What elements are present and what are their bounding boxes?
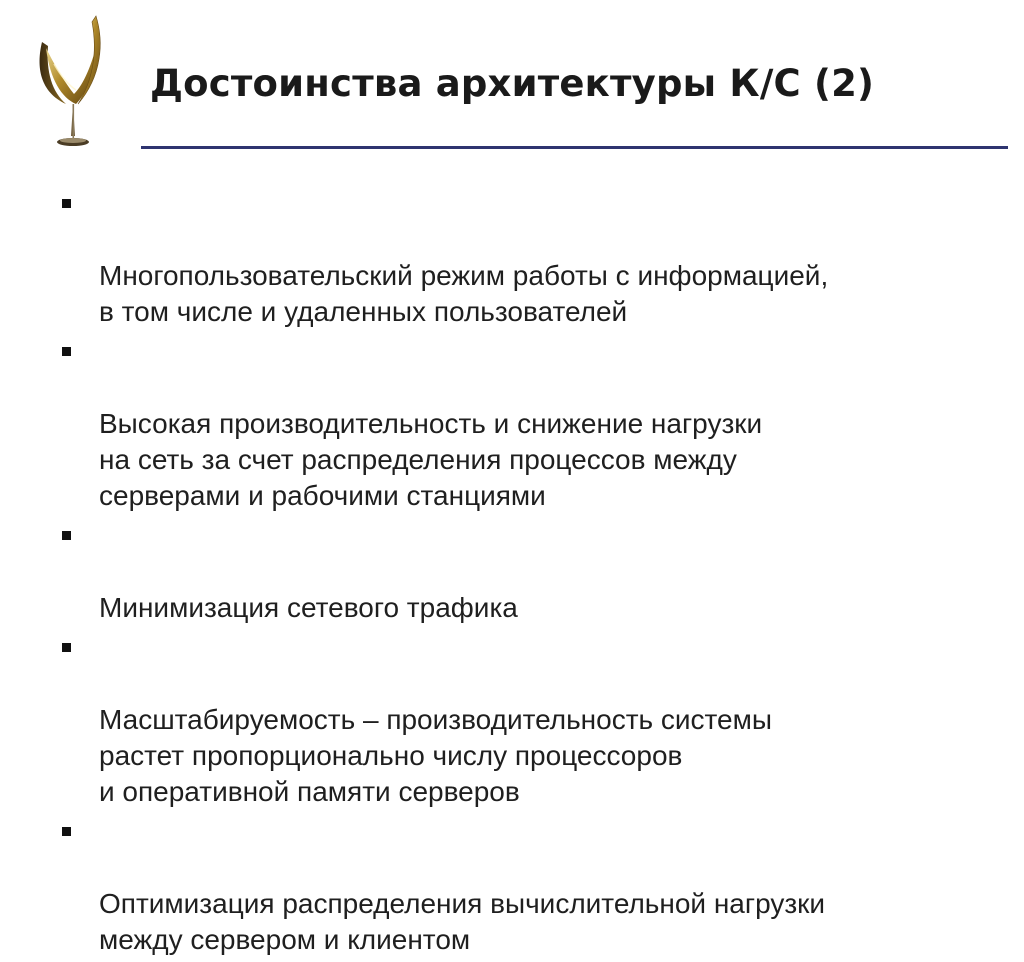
title-underline — [141, 146, 1008, 149]
bullet-text: Высокая производительность и снижение нагрузки на сеть за счет распределения процессов между серверами и рабочими станциями — [99, 408, 763, 511]
bullet-text: Оптимизация распределения вычислительной нагрузки между сервером и клиентом — [99, 888, 826, 955]
square-bullet-icon — [62, 199, 71, 208]
golden-goblet-logo-icon — [26, 12, 118, 152]
bullet-item — [62, 630, 1007, 810]
square-bullet-icon — [62, 347, 71, 356]
bullet-item — [62, 334, 1007, 514]
bullet-list — [62, 186, 1007, 962]
slide-title: Достоинства архитектуры К/С (2) — [150, 62, 875, 105]
bullet-item — [62, 814, 1007, 958]
bullet-text: Минимизация сетевого трафика — [99, 592, 518, 623]
bullet-item — [62, 186, 1007, 330]
bullet-text: Масштабируемость – производительность системы растет пропорционально числу процессоров и оперативной памяти серверов — [99, 704, 772, 807]
square-bullet-icon — [62, 643, 71, 652]
bullet-text: Многопользовательский режим работы с информацией, в том числе и удаленных пользователей — [99, 260, 829, 327]
square-bullet-icon — [62, 827, 71, 836]
bullet-item — [62, 518, 1007, 626]
square-bullet-icon — [62, 531, 71, 540]
